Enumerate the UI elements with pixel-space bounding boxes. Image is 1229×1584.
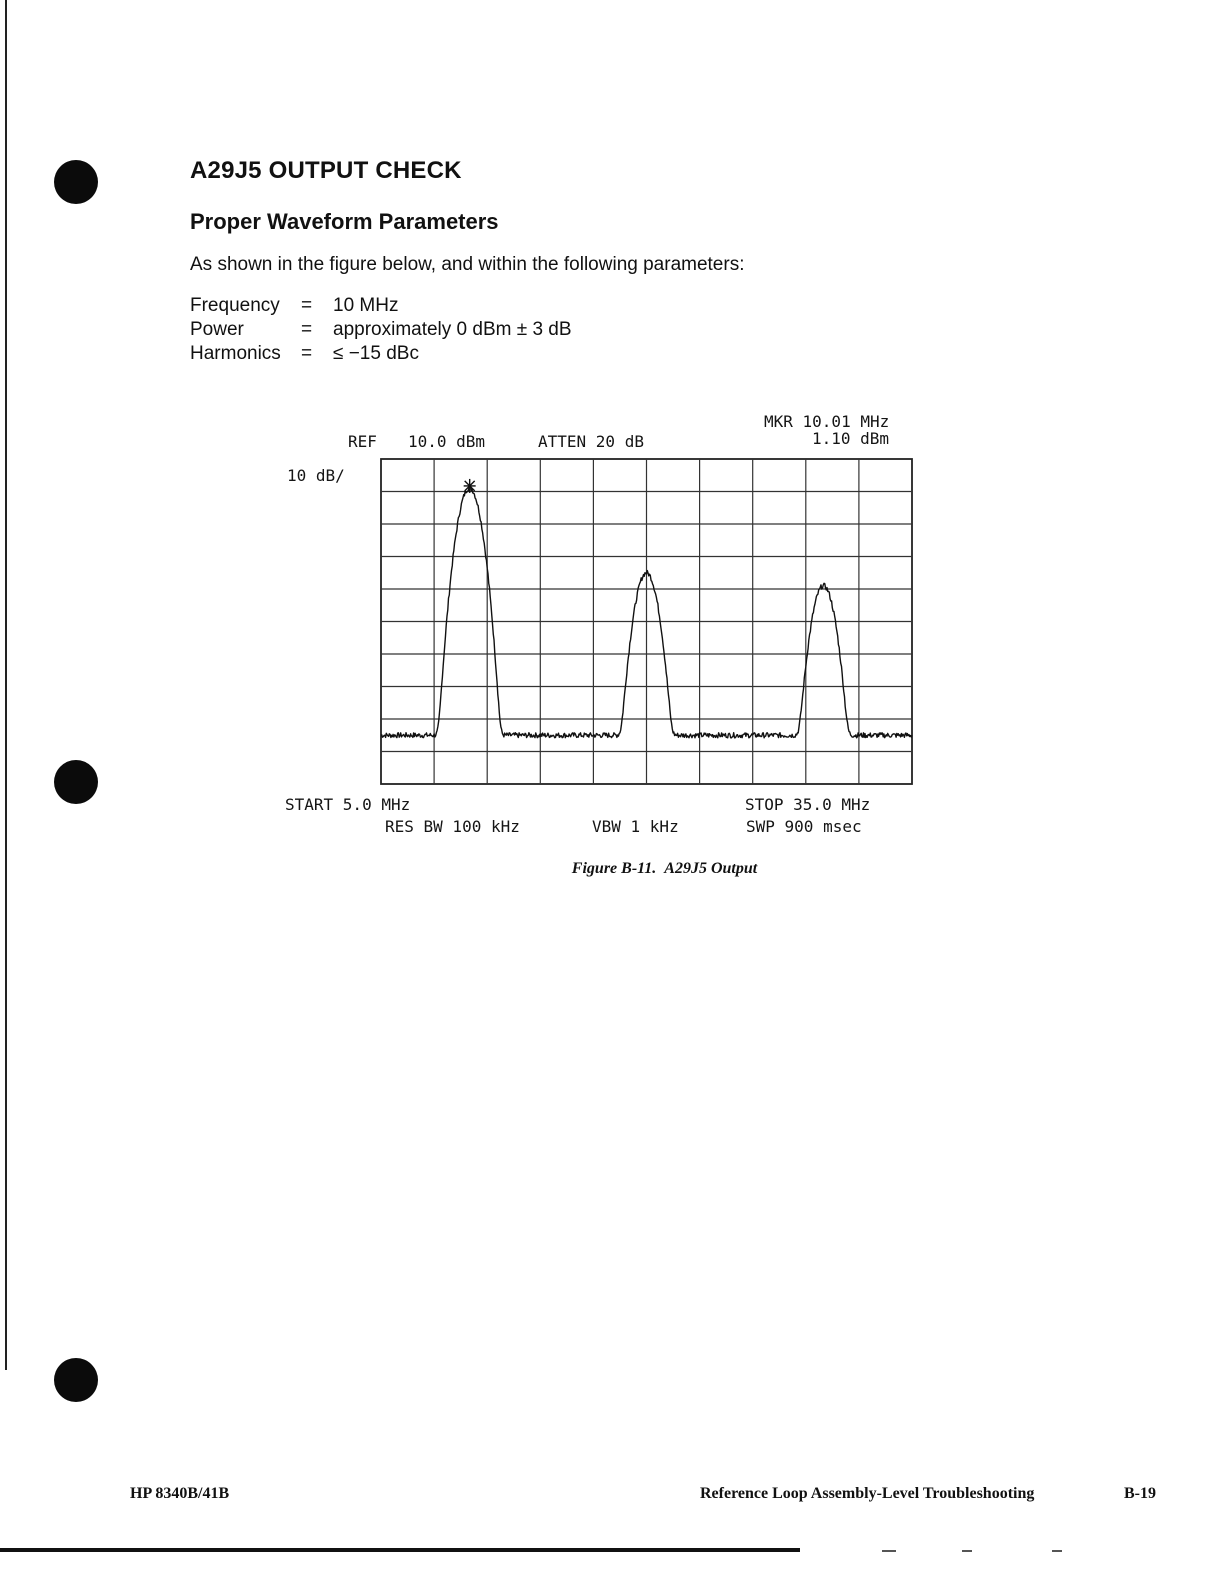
marker-amplitude: 1.10 dBm bbox=[812, 429, 890, 448]
bottom-rule bbox=[0, 1548, 800, 1552]
bottom-dash bbox=[1052, 1550, 1062, 1552]
video-bandwidth: VBW 1 kHz bbox=[592, 817, 679, 836]
ref-label: REF bbox=[348, 432, 377, 451]
left-margin-line bbox=[5, 0, 7, 1370]
footer-model: HP 8340B/41B bbox=[130, 1485, 230, 1502]
param-value: approximately 0 dBm ± 3 dB bbox=[333, 319, 572, 340]
bottom-dash bbox=[962, 1550, 972, 1552]
bottom-dash bbox=[882, 1550, 896, 1552]
section-heading: A29J5 OUTPUT CHECK bbox=[190, 157, 462, 184]
param-equals: = bbox=[301, 295, 313, 316]
sweep-time: SWP 900 msec bbox=[746, 817, 862, 836]
spectrum-plot bbox=[360, 440, 940, 810]
binder-hole-middle bbox=[54, 760, 98, 804]
binder-hole-bottom bbox=[54, 1358, 98, 1402]
param-name: Power bbox=[190, 319, 244, 340]
subsection-heading: Proper Waveform Parameters bbox=[190, 209, 499, 234]
marker-frequency: MKR 10.01 MHz bbox=[764, 412, 890, 431]
param-value: ≤ −15 dBc bbox=[333, 343, 419, 364]
param-equals: = bbox=[301, 319, 313, 340]
footer-page-number: B-19 bbox=[1124, 1485, 1156, 1502]
figure-caption bbox=[0, 860, 1229, 878]
stop-frequency: STOP 35.0 MHz bbox=[745, 795, 871, 814]
param-name: Harmonics bbox=[190, 343, 281, 364]
figure-number: Figure B-11. bbox=[571, 860, 657, 877]
param-value: 10 MHz bbox=[333, 295, 399, 316]
footer-section: Reference Loop Assembly-Level Troubleshooting bbox=[700, 1485, 1035, 1502]
intro-text: As shown in the figure below, and within the following parameters: bbox=[190, 254, 745, 275]
ref-level: 10.0 dBm bbox=[408, 432, 486, 451]
binder-hole-top bbox=[54, 160, 98, 204]
atten-label: ATTEN 20 dB bbox=[538, 432, 644, 451]
start-frequency: START 5.0 MHz bbox=[285, 795, 411, 814]
param-name: Frequency bbox=[190, 295, 280, 316]
figure-title: A29J5 Output bbox=[664, 860, 758, 877]
scale-label: 10 dB/ bbox=[287, 466, 345, 485]
param-equals: = bbox=[301, 343, 313, 364]
resolution-bandwidth: RES BW 100 kHz bbox=[385, 817, 520, 836]
